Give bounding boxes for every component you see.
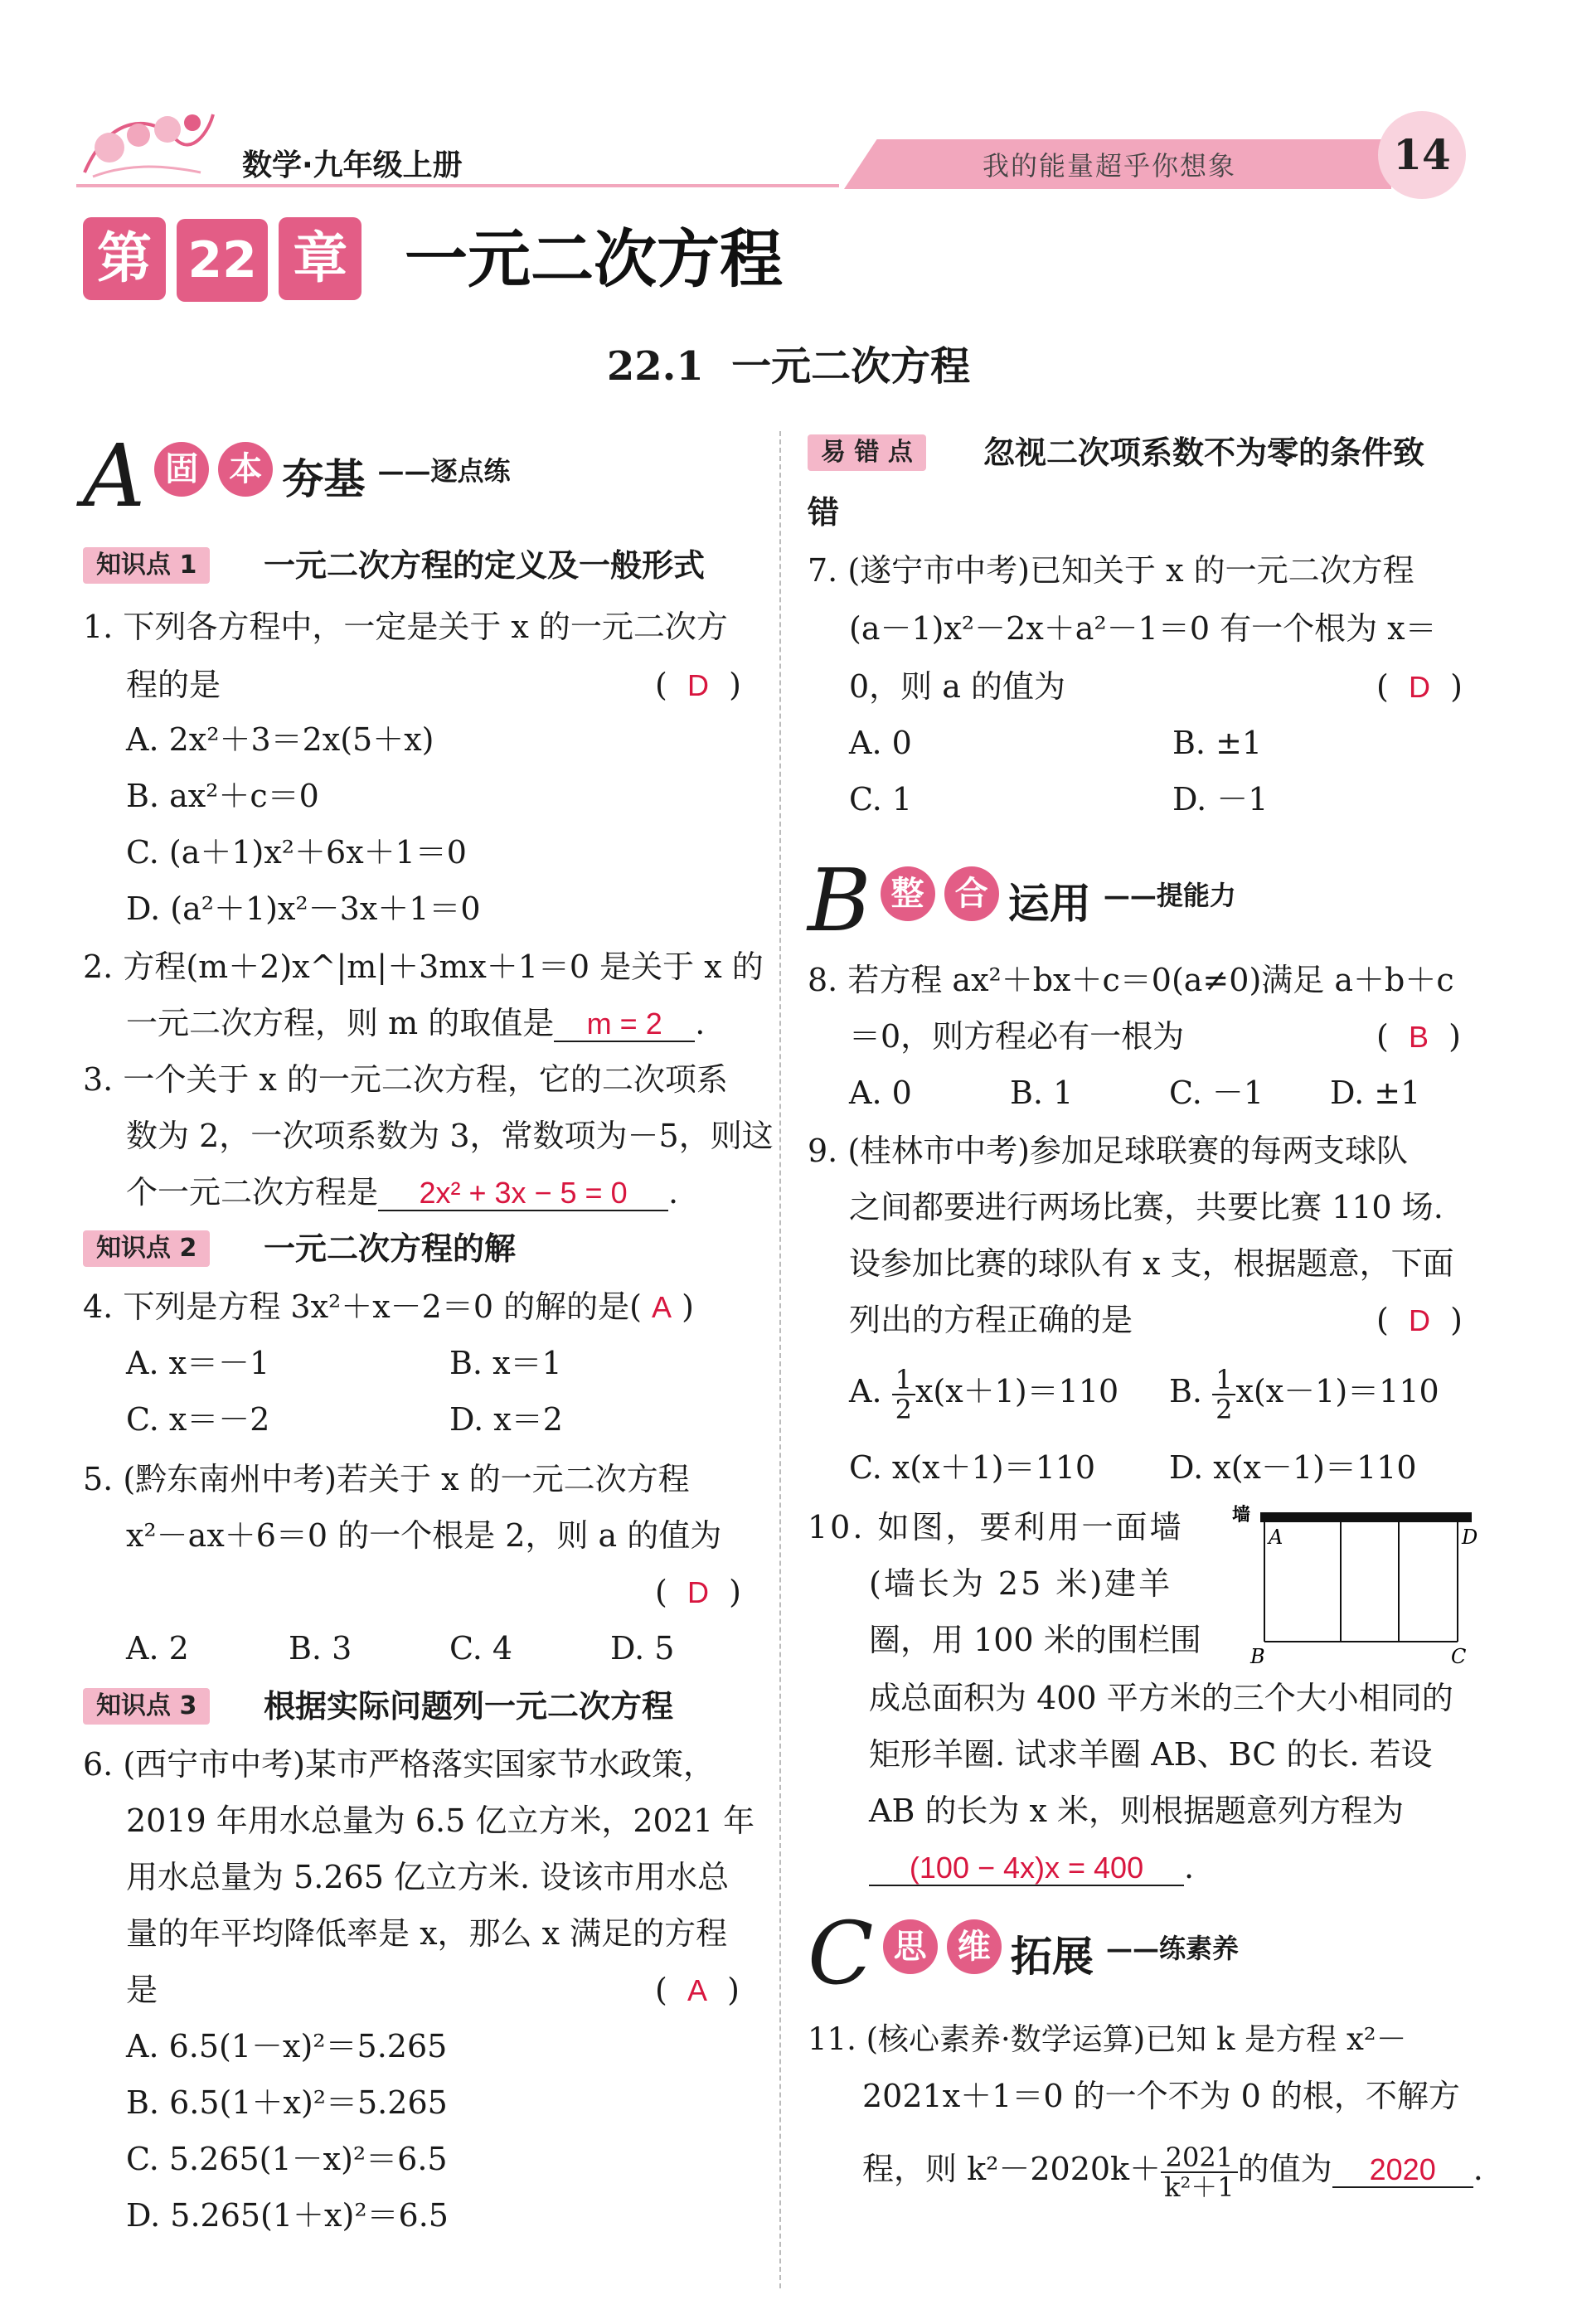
q11-line3-post: 的值为 — [1237, 2151, 1332, 2187]
chapter-number: 22 — [177, 219, 268, 302]
kp1-badge: 知识点 1 — [83, 547, 210, 584]
q10-line1: 10. 如图，要利用一面墙 — [808, 1509, 1184, 1545]
q4-option-c: C. x＝－2 — [126, 1401, 270, 1438]
chapter-title: 一元二次方程 — [405, 222, 783, 296]
page-number-badge — [1378, 111, 1466, 199]
q7-answer-box: ( D ) — [1376, 668, 1463, 705]
section-a-letter: A — [83, 425, 146, 526]
q9-option-a-fraction — [892, 1363, 915, 1425]
wall-label: 墙 — [1232, 1505, 1251, 1526]
q9-option-a-frac-num: 1 — [892, 1366, 915, 1395]
q6-option-a: A. 6.5(1－x)²＝5.265 — [126, 2028, 448, 2064]
q11-line3: 程，则 k²－2020k＋ $\frac{2021}{\text{k²＋1}}$ 的值为 2020 . — [862, 2141, 1483, 2203]
q7-option-b: B. ±1 — [1172, 725, 1263, 761]
q6-line2: 2019 年用水总量为 6.5 亿立方米，2021 年 — [126, 1802, 755, 1839]
q10-line4: 成总面积为 400 平方米的三个大小相同的 — [869, 1680, 1453, 1716]
header-slogan: 我的能量超乎你想象 — [983, 150, 1237, 182]
q7-option-a: A. 0 — [849, 725, 912, 761]
section-b-title: 运用 — [1007, 880, 1091, 928]
q5-line1: 5. (黔东南州中考)若关于 x 的一元二次方程 — [83, 1461, 690, 1497]
q10-figure — [1227, 1502, 1476, 1668]
kp1-title: 一元二次方程的定义及一般形式 — [264, 547, 706, 584]
q1-line2: 程的是 — [126, 667, 221, 703]
q8-answer-box: ( B ) — [1376, 1018, 1461, 1055]
section-b-letter: B — [808, 850, 871, 951]
q4-option-b: B. x＝1 — [449, 1345, 562, 1381]
section-a-circle1: 固 — [154, 442, 209, 497]
point-c: C — [1451, 1645, 1467, 1668]
q3-line3-text: 个一元二次方程是 — [126, 1174, 379, 1211]
section-c-letter: C — [808, 1903, 874, 2004]
q6-option-d: D. 5.265(1＋x)²＝6.5 — [126, 2197, 449, 2234]
q9-option-b — [1169, 1358, 1439, 1424]
q4-line1: 4. 下列是方程 3x²＋x－2＝0 的解的是( A ) — [83, 1288, 694, 1325]
q4-answer: A — [652, 1290, 672, 1324]
q10-answer-line: (100 − 4x)x = 400 . — [869, 1849, 1194, 1886]
q7-line3: 0，则 a 的值为 — [849, 668, 1065, 705]
q11-line1: 11. (核心素养·数学运算)已知 k 是方程 x²－ — [808, 2021, 1407, 2057]
chapter-char2: 章 — [279, 217, 361, 300]
q8-answer: B — [1408, 1020, 1429, 1054]
q4-line1-text: 4. 下列是方程 3x²＋x－2＝0 的解的是( — [83, 1288, 642, 1325]
q1-option-d: D. (a²＋1)x²－3x＋1＝0 — [126, 890, 481, 927]
kp2-badge: 知识点 2 — [83, 1230, 210, 1267]
q6-answer: A — [687, 1973, 707, 2007]
q1-answer: D — [687, 668, 709, 702]
section-a-title: 夯基 — [282, 455, 366, 503]
error-point-title-line2: 错 — [808, 494, 840, 531]
header-subject: 数学·九年级上册 — [242, 148, 463, 182]
header-rule — [76, 184, 839, 187]
q5-answer: D — [687, 1575, 709, 1609]
q9-line3: 设参加比赛的球队有 x 支，根据题意，下面 — [849, 1245, 1454, 1282]
q9-option-b-fraction — [1212, 1363, 1235, 1425]
q10-line2: (墙长为 25 米)建羊 — [869, 1565, 1173, 1602]
q9-option-b-text: x(x－1)＝110 — [1235, 1373, 1439, 1409]
q7-line2: (a－1)x²－2x＋a²－1＝0 有一个根为 x＝ — [849, 610, 1437, 647]
q9-option-a-label: A. — [849, 1373, 882, 1409]
error-point-title-line1: 忽视二次项系数不为零的条件致 — [983, 434, 1425, 471]
q1-answer-box: ( D ) — [655, 667, 741, 703]
chapter-badge — [83, 217, 361, 300]
q8-line1: 8. 若方程 ax²＋bx＋c＝0(a≠0)满足 a＋b＋c — [808, 962, 1454, 998]
q5-option-d: D. 5 — [610, 1630, 675, 1667]
kp3-title: 根据实际问题列一元二次方程 — [264, 1688, 674, 1725]
wall-bar — [1260, 1512, 1472, 1522]
q11-blank — [1332, 2152, 1473, 2188]
section-b-subtitle: ——提能力 — [1103, 879, 1236, 911]
q9-line4: 列出的方程正确的是 — [849, 1302, 1133, 1338]
q1-option-c: C. (a＋1)x²＋6x＋1＝0 — [126, 834, 467, 871]
flower-ornament-icon — [76, 98, 217, 189]
point-a: A — [1269, 1526, 1283, 1549]
section-c-title: 拓展 — [1010, 1933, 1094, 1981]
q2-blank — [554, 1007, 695, 1042]
q9-option-b-frac-den: 2 — [1216, 1393, 1233, 1425]
section-b-circle1: 整 — [881, 866, 935, 921]
q7-answer: D — [1408, 670, 1430, 704]
q5-answer-box: ( D ) — [655, 1574, 741, 1610]
point-b: B — [1250, 1645, 1265, 1668]
q8-option-b: B. 1 — [1010, 1075, 1074, 1111]
q9-answer: D — [1408, 1303, 1430, 1337]
q3-answer: 2x² + 3x − 5 = 0 — [419, 1176, 628, 1210]
page-number: 14 — [1393, 130, 1451, 179]
q2-line1: 2. 方程(m＋2)x^|m|＋3mx＋1＝0 是关于 x 的 — [83, 949, 764, 985]
section-b-header — [808, 850, 1236, 951]
q8-option-a: A. 0 — [849, 1075, 912, 1111]
q9-option-a-text: x(x＋1)＝110 — [915, 1373, 1119, 1409]
q11-frac-den: k²＋1 — [1164, 2171, 1235, 2203]
point-d: D — [1462, 1526, 1478, 1549]
q3-blank — [378, 1176, 668, 1211]
section-a-subtitle: ——逐点练 — [377, 454, 511, 487]
q1-line1: 1. 下列各方程中，一定是关于 x 的一元二次方 — [83, 609, 728, 645]
q9-line1: 9. (桂林市中考)参加足球联赛的每两支球队 — [808, 1133, 1408, 1169]
q6-answer-box: ( A ) — [655, 1972, 740, 2008]
q8-line2: ＝0，则方程必有一根为 — [849, 1018, 1185, 1055]
q9-option-c: C. x(x＋1)＝110 — [849, 1449, 1096, 1486]
q8-option-c: C. －1 — [1169, 1075, 1264, 1111]
column-divider — [779, 431, 781, 2288]
q11-frac-num: 2021 — [1161, 2143, 1238, 2173]
q10-line3: 圈，用 100 米的围栏围 — [869, 1622, 1201, 1658]
q6-line1: 6. (西宁市中考)某市严格落实国家节水政策， — [83, 1746, 715, 1783]
kp3-badge: 知识点 3 — [83, 1688, 210, 1725]
q9-option-b-frac-num: 1 — [1212, 1366, 1235, 1395]
section-c-subtitle: ——练素养 — [1105, 1932, 1239, 1964]
q2-answer: m = 2 — [586, 1007, 662, 1041]
q3-line3: 个一元二次方程是 2x² + 3x − 5 = 0 . — [126, 1174, 679, 1211]
q7-option-d: D. －1 — [1172, 781, 1269, 818]
q11-fraction — [1161, 2143, 1238, 2201]
q10-line5: 矩形羊圈. 试求羊圈 AB、BC 的长. 若设 — [869, 1736, 1433, 1773]
section-a-header — [83, 425, 511, 526]
section-c-circle2: 维 — [947, 1919, 1002, 1974]
q5-option-b: B. 3 — [289, 1630, 352, 1667]
q6-line3: 用水总量为 5.265 亿立方米. 设该市用水总 — [126, 1859, 730, 1895]
q3-line1: 3. 一个关于 x 的一元二次方程，它的二次项系 — [83, 1061, 728, 1098]
q6-option-b: B. 6.5(1＋x)²＝5.265 — [126, 2084, 448, 2121]
q3-line2: 数为 2，一次项系数为 3，常数项为－5，则这 — [126, 1118, 774, 1154]
q5-option-a: A. 2 — [126, 1630, 189, 1667]
q9-option-b-label: B. — [1169, 1373, 1203, 1409]
q6-line4: 量的年平均降低率是 x，那么 x 满足的方程 — [126, 1915, 728, 1952]
q11-answer: 2020 — [1369, 2152, 1436, 2186]
q6-option-c: C. 5.265(1－x)²＝6.5 — [126, 2141, 448, 2177]
sheep-pen-diagram — [1227, 1502, 1476, 1668]
section-title: 22.1 一元二次方程 — [606, 343, 971, 390]
section-c-circle1: 思 — [883, 1919, 938, 1974]
chapter-char1: 第 — [83, 217, 166, 300]
kp2-title: 一元二次方程的解 — [264, 1230, 517, 1267]
q10-answer: (100 − 4x)x = 400 — [909, 1851, 1144, 1885]
q1-option-a: A. 2x²＋3＝2x(5＋x) — [126, 721, 434, 758]
q10-line6: AB 的长为 x 米，则根据题意列方程为 — [869, 1793, 1405, 1829]
q5-line2: x²－ax＋6＝0 的一个根是 2，则 a 的值为 — [126, 1517, 722, 1554]
q7-option-c: C. 1 — [849, 781, 913, 818]
q9-line2: 之间都要进行两场比赛，共要比赛 110 场. — [849, 1189, 1444, 1225]
q2-line2-text: 一元二次方程，则 m 的取值是 — [126, 1005, 555, 1041]
q4-option-a: A. x＝－1 — [126, 1345, 270, 1381]
q9-option-a-frac-den: 2 — [895, 1393, 912, 1425]
q8-option-d: D. ±1 — [1330, 1075, 1421, 1111]
q6-line5: 是 — [126, 1972, 158, 2008]
section-b-circle2: 合 — [944, 866, 999, 921]
header-ornament — [76, 98, 217, 189]
q10-blank — [869, 1851, 1184, 1886]
q9-option-a — [849, 1358, 1118, 1424]
section-c-header — [808, 1903, 1239, 2004]
section-a-circle2: 本 — [218, 442, 273, 497]
q5-option-c: C. 4 — [449, 1630, 513, 1667]
q11-line2: 2021x＋1＝0 的一个不为 0 的根，不解方 — [862, 2078, 1460, 2114]
q9-option-d: D. x(x－1)＝110 — [1169, 1449, 1417, 1486]
q2-line2: 一元二次方程，则 m 的取值是 m = 2 . — [126, 1005, 706, 1041]
error-point-badge: 易 错 点 — [808, 434, 926, 471]
q4-option-d: D. x＝2 — [449, 1401, 563, 1438]
q9-answer-box: ( D ) — [1376, 1302, 1463, 1338]
q7-line1: 7. (遂宁市中考)已知关于 x 的一元二次方程 — [808, 552, 1414, 589]
q1-option-b: B. ax²＋c＝0 — [126, 778, 319, 814]
q11-line3-pre: 程，则 k²－2020k＋ — [862, 2151, 1162, 2187]
